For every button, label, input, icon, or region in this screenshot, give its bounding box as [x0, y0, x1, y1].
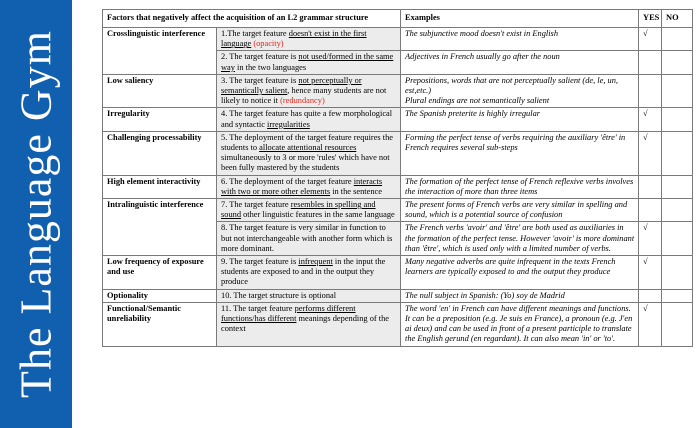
feature-text: infrequent: [298, 257, 333, 267]
example-cell: [401, 131, 639, 175]
header-row: [103, 10, 693, 28]
no-cell: [662, 51, 693, 74]
example-cell: [401, 302, 639, 346]
feature-text: in the two languages: [234, 62, 307, 72]
feature-cell: [217, 51, 401, 74]
example-cell: [401, 175, 639, 198]
factor-cell: Low frequency of exposure and use: [103, 256, 217, 290]
feature-cell: [217, 74, 401, 108]
yes-cell: [639, 28, 662, 51]
factor-cell: Low saliency: [103, 74, 217, 108]
feature-text: 5. The deployment of the target feature requires the students to: [221, 132, 394, 153]
table-row: [103, 74, 693, 108]
feature-cell: [217, 199, 401, 222]
feature-text: in the input the students are exposed to and in the output they produce: [221, 257, 386, 287]
yes-cell: [639, 222, 662, 256]
example-cell: [401, 222, 639, 256]
example-cell: [401, 256, 639, 290]
feature-text: resembles in spelling and sound: [221, 200, 376, 220]
example-text: Forming the perfect tense of verbs requiring the auxiliary 'être' in French requires several sub-steps: [405, 132, 626, 153]
yes-cell: [639, 51, 662, 74]
feature-text: 11. The target feature: [221, 303, 295, 313]
table-row: [103, 108, 693, 131]
table-row: [103, 131, 693, 175]
table-row: [103, 199, 693, 222]
table-row: [103, 289, 693, 302]
feature-text: 2. The target feature is: [221, 52, 299, 62]
feature-text: 8. The target feature is very similar in function to but not interchangeable with another form which is more dominant.: [221, 223, 393, 253]
factor-cell: Intralinguistic interference: [103, 199, 217, 256]
example-cell: [401, 28, 639, 51]
factor-cell: Challenging processability: [103, 131, 217, 175]
feature-text: 6. The deployment of the target feature: [221, 176, 354, 186]
table-body: [103, 28, 693, 347]
no-cell: [662, 256, 693, 290]
example-text: The subjunctive mood doesn't exist in English: [405, 29, 559, 38]
feature-text: 4. The target feature has quite a few morphological and syntactic: [221, 109, 393, 129]
example-cell: [401, 74, 639, 108]
example-text: The French verbs 'avoir' and 'être' are both used as auxiliaries in the formation of the perfect tense. However 'avoir' is more dominant than 'être', which is used only with a limited number of verbs.: [405, 223, 635, 253]
check-mark-icon: √: [643, 223, 648, 233]
table-row: [103, 256, 693, 290]
header-factors: Factors that negatively affect the acquisition of an L2 grammar structure: [103, 10, 401, 28]
check-mark-icon: √: [643, 257, 648, 267]
no-cell: [662, 175, 693, 198]
example-cell: [401, 199, 639, 222]
yes-cell: [639, 74, 662, 108]
feature-cell: [217, 222, 401, 256]
no-cell: [662, 28, 693, 51]
no-cell: [662, 289, 693, 302]
example-text: The Spanish preterite is highly irregular: [405, 109, 541, 119]
feature-text: , hence many students are not likely to notice it: [221, 86, 387, 106]
feature-text: allocate attentional resources: [259, 143, 357, 153]
feature-text: 9. The target feature is: [221, 257, 299, 267]
example-cell: [401, 51, 639, 74]
no-cell: [662, 108, 693, 131]
yes-cell: [639, 175, 662, 198]
example-text: Plural endings are not semantically salient: [405, 96, 550, 106]
feature-text: meanings depending of the context: [221, 314, 390, 334]
example-text: The present forms of French verbs are very similar in spelling and sound, which is a potential source of confusion: [405, 200, 628, 220]
check-mark-icon: √: [643, 132, 648, 142]
header-examples: Examples: [401, 10, 639, 28]
feature-text: not perceptually or semantically salient: [221, 75, 362, 96]
example-cell: [401, 289, 639, 302]
check-mark-icon: √: [643, 109, 648, 119]
feature-text: irregularities: [267, 119, 310, 129]
feature-cell: [217, 108, 401, 131]
header-no: NO: [662, 10, 693, 28]
table-row: [103, 28, 693, 51]
yes-cell: [639, 131, 662, 175]
check-mark-icon: √: [643, 303, 648, 313]
feature-text: 3. The target feature is: [221, 75, 299, 85]
example-text: Prepositions, words that are not perceptually salient (de, le, un, est,etc.): [405, 75, 619, 96]
feature-text: not used/formed in the same way: [221, 52, 394, 72]
no-cell: [662, 199, 693, 222]
factor-cell: Functional/Semantic unreliability: [103, 302, 217, 346]
feature-cell: [217, 175, 401, 198]
feature-text: 7. The target feature: [221, 200, 291, 210]
feature-text: (redundancy): [280, 96, 325, 106]
yes-cell: [639, 289, 662, 302]
table-row: [103, 175, 693, 198]
feature-text: doesn't exist in the first language: [221, 29, 367, 49]
factor-cell: Irregularity: [103, 108, 217, 131]
factor-cell: Crosslinguistic interference: [103, 28, 217, 75]
example-cell: [401, 108, 639, 131]
factor-cell: Optionality: [103, 289, 217, 302]
feature-cell: [217, 28, 401, 51]
feature-cell: [217, 302, 401, 346]
grammar-factors-table: [102, 9, 693, 347]
feature-cell: [217, 131, 401, 175]
yes-cell: [639, 199, 662, 222]
feature-text: interacts with two or more other elements: [221, 176, 383, 196]
example-text: Adjectives in French usually go after the noun: [405, 52, 560, 62]
side-banner: [0, 0, 72, 428]
yes-cell: [639, 108, 662, 131]
feature-text: in the sentence: [330, 186, 382, 196]
no-cell: [662, 131, 693, 175]
example-text: The formation of the perfect tense of French reflexive verbs involves the interaction of more than three items: [405, 176, 634, 196]
feature-cell: [217, 256, 401, 290]
yes-cell: [639, 256, 662, 290]
yes-cell: [639, 302, 662, 346]
example-text: Many negative adverbs are quite infrequent in the texts French learners are typically exposed to and the output they produce: [405, 257, 616, 277]
example-text: The word 'en' in French can have different meanings and functions. It can be a preposition (e.g. Je suis en France), a pronoun (e.g. J'en ai deux) and can be used in front of a present participle to translate the English gerund (en regardant). It can also mean 'in' or 'to'.: [405, 303, 633, 344]
feature-text: 10. The target structure is optional: [221, 290, 337, 300]
feature-text: performs different functions/has different: [221, 303, 356, 324]
table-row: [103, 302, 693, 346]
feature-text: other linguistic features in the same language: [241, 210, 395, 220]
no-cell: [662, 302, 693, 346]
feature-cell: [217, 289, 401, 302]
check-mark-icon: √: [643, 29, 648, 38]
header-yes: YES: [639, 10, 662, 28]
no-cell: [662, 222, 693, 256]
factor-cell: High element interactivity: [103, 175, 217, 198]
no-cell: [662, 74, 693, 108]
example-text: The null subject in Spanish: (Yo) soy de Madrid: [405, 290, 565, 300]
banner-title: The Language Gym: [11, 30, 61, 398]
feature-text: simultaneously to 3 or more 'rules' which have not been fully mastered by the students: [221, 153, 390, 173]
feature-text: 1.The target feature: [221, 29, 289, 38]
feature-text: (opacity): [253, 39, 284, 49]
